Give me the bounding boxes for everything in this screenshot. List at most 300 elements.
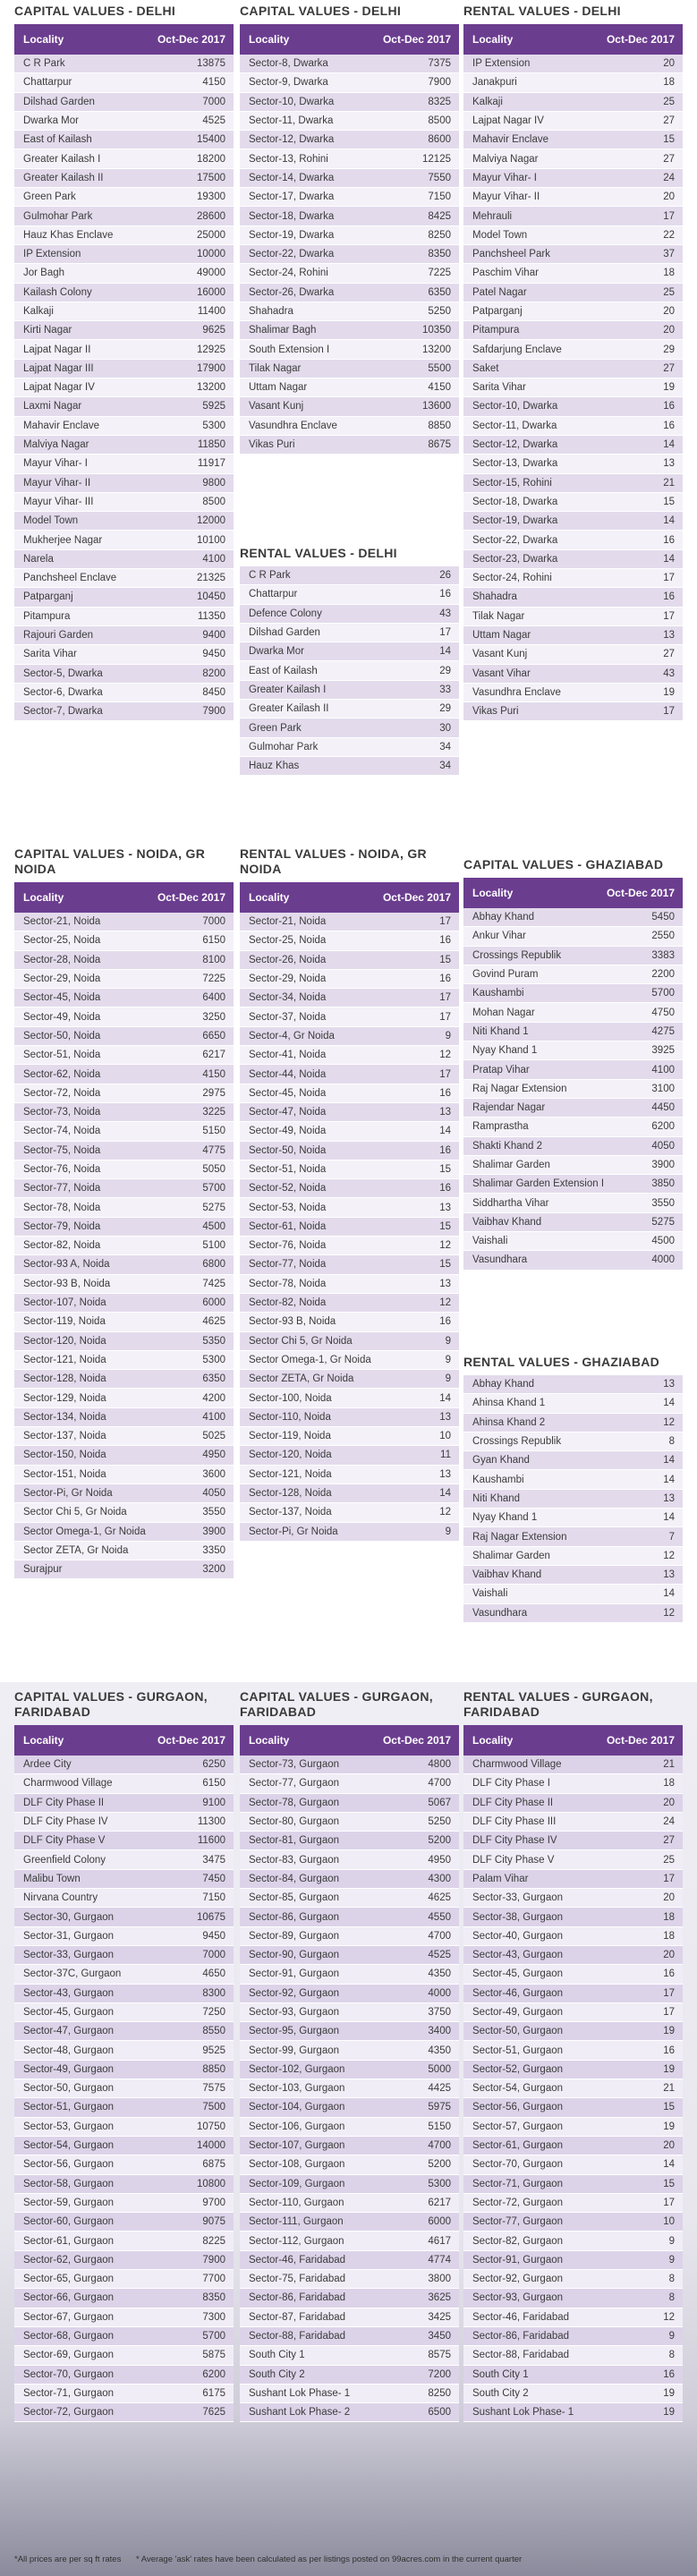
table-row (463, 512, 683, 531)
table-row (240, 169, 459, 188)
value-cell: 8250 (428, 2387, 451, 2399)
value-cell: 18 (663, 1911, 675, 1923)
locality-cell: Green Park (23, 191, 76, 203)
locality-cell: Sector-61, Gurgaon (472, 2140, 564, 2152)
capital-values-delhi-1 (14, 4, 234, 721)
table-row (14, 245, 234, 264)
locality-cell: Sector-79, Noida (23, 1220, 101, 1232)
value-cell: 24 (663, 1816, 675, 1828)
locality-cell: Sector ZETA, Gr Noida (23, 1544, 129, 1556)
table-row (463, 1965, 683, 1984)
locality-cell: Mayur Vihar- III (23, 496, 94, 507)
locality-cell: Sector-121, Noida (249, 1468, 332, 1480)
value-cell: 8575 (428, 2350, 451, 2361)
table-row (463, 645, 683, 664)
value-cell: 14 (663, 515, 675, 527)
locality-cell: Sector-128, Noida (249, 1488, 332, 1500)
locality-cell: Sector-77, Gurgaon (249, 1778, 340, 1790)
footnote (14, 2555, 534, 2564)
value-cell: 14 (663, 1588, 675, 1600)
table-row (240, 284, 459, 302)
locality-cell: Sector-14, Dwarka (249, 172, 335, 183)
value-cell: 16 (663, 401, 675, 412)
value-cell: 10450 (197, 591, 225, 603)
table-row (14, 2079, 234, 2098)
locality-cell: Vasundhara (472, 1607, 528, 1619)
value-cell: 27 (663, 1835, 675, 1847)
value-cell: 5300 (202, 420, 225, 431)
table-row (240, 2118, 459, 2137)
locality-cell: DLF City Phase II (23, 1797, 105, 1808)
value-cell: 20 (663, 1892, 675, 1904)
table-title: CAPITAL VALUES - GURGAON, FARIDABAD (240, 1689, 433, 1719)
table-row (463, 2366, 683, 2385)
value-cell: 14 (439, 1392, 451, 1404)
value-cell: 10750 (197, 2121, 225, 2132)
value-cell: 13200 (422, 344, 451, 355)
value-cell: 20 (663, 58, 675, 70)
locality-cell: Dilshad Garden (23, 96, 95, 107)
value-cell: 4150 (202, 1068, 225, 1080)
locality-cell: Sector-17, Dwarka (249, 191, 335, 203)
value-cell: 8250 (428, 229, 451, 241)
table-body (463, 55, 683, 721)
table-row (463, 188, 683, 207)
value-cell: 3800 (428, 2274, 451, 2285)
table-row (14, 2308, 234, 2327)
value-cell: 34 (439, 761, 451, 772)
locality-cell: Sector-5, Dwarka (23, 667, 103, 679)
locality-cell: Sector Chi 5, Gr Noida (23, 1507, 127, 1518)
table-row (14, 1794, 234, 1813)
value-cell: 27 (663, 649, 675, 660)
table-row (14, 970, 234, 989)
value-cell: 2975 (202, 1087, 225, 1099)
table-row (240, 2041, 459, 2060)
value-cell: 10 (663, 2216, 675, 2228)
locality-cell: Siddhartha Vihar (472, 1197, 549, 1209)
value-cell: 27 (663, 362, 675, 374)
locality-cell: South City 1 (249, 2350, 305, 2361)
value-cell: 7225 (428, 268, 451, 279)
locality-cell: Pitampura (472, 325, 520, 336)
table-row (14, 2118, 234, 2137)
value-cell: 3350 (202, 1544, 225, 1556)
locality-cell: Safdarjung Enclave (472, 344, 562, 355)
value-cell: 19 (663, 2407, 675, 2419)
locality-cell: Sector-65, Gurgaon (23, 2274, 115, 2285)
table-row (14, 1446, 234, 1465)
value-cell: 7150 (428, 191, 451, 203)
locality-cell: Sector-41, Noida (249, 1050, 327, 1061)
table-row (240, 2289, 459, 2308)
table-row (463, 2194, 683, 2213)
locality-cell: Sector-46, Gurgaon (472, 1987, 564, 1999)
value-cell: 10 (439, 1431, 451, 1442)
locality-cell: Defence Colony (249, 608, 322, 619)
value-cell: 19 (663, 382, 675, 394)
locality-cell: Sector-134, Noida (23, 1411, 106, 1423)
table-row (463, 1080, 683, 1099)
locality-cell: Malibu Town (23, 1873, 81, 1884)
locality-cell: Sector-38, Gurgaon (472, 1911, 564, 1923)
table-row (240, 931, 459, 950)
table-row (463, 207, 683, 225)
table-row (14, 1466, 234, 1484)
table-row (463, 1566, 683, 1585)
value-cell: 4525 (428, 1950, 451, 1961)
value-cell: 27 (663, 115, 675, 127)
value-cell: 8850 (428, 420, 451, 431)
table-row (463, 569, 683, 588)
table-row (14, 321, 234, 340)
locality-cell: Sector-71, Gurgaon (472, 2178, 564, 2189)
locality-cell: Sector-72, Gurgaon (23, 2407, 115, 2419)
locality-cell: Paschim Vihar (472, 268, 539, 279)
locality-cell: Mukherjee Nagar (23, 534, 103, 546)
locality-cell: Mahavir Enclave (23, 420, 100, 431)
locality-cell: Sector-50, Noida (249, 1144, 327, 1156)
locality-cell: Kirti Nagar (23, 325, 72, 336)
value-cell: 17900 (197, 362, 225, 374)
value-cell: 15 (439, 1259, 451, 1271)
table-row (240, 913, 459, 931)
period-header: Oct-Dec 2017 (382, 891, 451, 904)
value-cell: 17 (663, 2007, 675, 2018)
locality-cell: Sector-11, Dwarka (249, 115, 334, 127)
value-cell: 7575 (202, 2083, 225, 2095)
locality-cell: Vasant Kunj (472, 649, 528, 660)
value-cell: 4100 (202, 1411, 225, 1423)
table-row (240, 1065, 459, 1084)
table-row (14, 417, 234, 436)
table-row (463, 245, 683, 264)
table-row (463, 226, 683, 245)
locality-cell: Raj Nagar Extension (472, 1531, 567, 1543)
table-row (240, 661, 459, 680)
value-cell: 4000 (428, 1987, 451, 1999)
locality-cell: Vikas Puri (249, 439, 295, 451)
price-table (463, 1375, 683, 1623)
locality-cell: Sector-85, Gurgaon (249, 1892, 340, 1904)
locality-cell: Vaishali (472, 1236, 508, 1247)
rental-values-delhi-3 (463, 4, 683, 721)
value-cell: 4050 (651, 1140, 675, 1152)
value-cell: 7900 (202, 2254, 225, 2266)
locality-cell: Sector-107, Gurgaon (249, 2140, 345, 2152)
locality-cell: East of Kailash (23, 134, 92, 146)
value-cell: 14000 (197, 2140, 225, 2152)
table-row (240, 321, 459, 340)
locality-cell: Greater Kailash II (23, 172, 104, 183)
table-row (14, 73, 234, 92)
locality-cell: Sector-93 B, Noida (249, 1316, 336, 1328)
locality-cell: Ankur Vihar (472, 931, 526, 942)
value-cell: 5025 (202, 1431, 225, 1442)
value-cell: 19 (663, 686, 675, 698)
table-row (463, 73, 683, 92)
value-cell: 13 (439, 1107, 451, 1118)
table-row (14, 2289, 234, 2308)
value-cell: 8425 (428, 210, 451, 222)
table-body (14, 1756, 234, 2422)
value-cell: 49000 (197, 268, 225, 279)
table-row (14, 1103, 234, 1122)
locality-cell: Sector-67, Gurgaon (23, 2311, 115, 2323)
value-cell: 12125 (422, 153, 451, 165)
table-row (14, 360, 234, 378)
value-cell: 6400 (202, 992, 225, 1004)
locality-cell: Sector-75, Noida (23, 1144, 101, 1156)
value-cell: 5450 (651, 912, 675, 923)
value-cell: 18200 (197, 153, 225, 165)
value-cell: 4625 (202, 1316, 225, 1328)
value-cell: 10000 (197, 249, 225, 260)
locality-cell: Ahinsa Khand 2 (472, 1416, 546, 1428)
value-cell: 13 (663, 1569, 675, 1581)
locality-cell: Sector-47, Noida (249, 1107, 327, 1118)
value-cell: 4100 (651, 1064, 675, 1075)
value-cell: 4800 (428, 1759, 451, 1771)
value-cell: 3900 (651, 1160, 675, 1170)
value-cell: 6175 (202, 2387, 225, 2399)
value-cell: 13 (439, 1278, 451, 1289)
locality-cell: Sector-Pi, Gr Noida (249, 1526, 338, 1537)
value-cell: 7150 (202, 1892, 225, 1904)
table-row (463, 665, 683, 684)
locality-cell: Kalkaji (472, 96, 503, 107)
value-cell: 6200 (651, 1121, 675, 1133)
table-row (14, 684, 234, 702)
locality-cell: Sector-54, Gurgaon (23, 2140, 115, 2152)
value-cell: 16 (663, 534, 675, 546)
locality-cell: Sector-137, Noida (23, 1431, 106, 1442)
table-row (240, 149, 459, 168)
table-row (14, 588, 234, 607)
table-row (463, 2270, 683, 2289)
table-row (463, 2155, 683, 2174)
table-row (463, 2098, 683, 2117)
value-cell: 9450 (202, 1930, 225, 1942)
value-cell: 16 (663, 1968, 675, 1980)
table-row (14, 1850, 234, 1869)
locality-cell: South City 1 (472, 2368, 529, 2380)
locality-cell: Nyay Khand 1 (472, 1045, 538, 1057)
locality-cell: Malviya Nagar (23, 439, 89, 451)
value-cell: 6500 (428, 2407, 451, 2419)
table-row (240, 1965, 459, 1984)
value-cell: 3550 (202, 1507, 225, 1518)
locality-cell: Dilshad Garden (249, 627, 320, 639)
locality-cell: Pitampura (23, 610, 71, 622)
value-cell: 13600 (422, 401, 451, 412)
value-cell: 3600 (202, 1468, 225, 1480)
value-cell: 3200 (202, 1564, 225, 1576)
value-cell: 3400 (428, 2026, 451, 2037)
capital-values-delhi-2 (240, 4, 459, 455)
locality-cell: South City 2 (249, 2368, 305, 2380)
locality-cell: Sector-24, Rohini (249, 268, 328, 279)
table-row (463, 984, 683, 1003)
price-table (240, 882, 459, 1542)
table-row (463, 2079, 683, 2098)
value-cell: 16 (663, 2368, 675, 2380)
value-cell: 8 (668, 2350, 675, 2361)
table-header (240, 24, 459, 55)
value-cell: 4950 (202, 1450, 225, 1461)
locality-cell: Sector-19, Dwarka (472, 515, 558, 527)
value-cell: 5275 (202, 1202, 225, 1213)
value-cell: 6150 (202, 935, 225, 947)
table-row (463, 1908, 683, 1926)
value-cell: 3383 (651, 949, 675, 961)
price-table (14, 882, 234, 1579)
locality-cell: Sector-37C, Gurgaon (23, 1968, 122, 1980)
locality-cell: Sarita Vihar (23, 649, 77, 660)
value-cell: 4275 (651, 1025, 675, 1037)
locality-cell: Nirvana Country (23, 1892, 98, 1904)
table-row (463, 2213, 683, 2232)
table-row (14, 226, 234, 245)
value-cell: 17 (439, 1011, 451, 1023)
table-row (463, 2061, 683, 2079)
value-cell: 12 (439, 1240, 451, 1252)
value-cell: 16 (439, 589, 451, 600)
locality-cell: Sector-29, Noida (23, 973, 101, 985)
table-header (14, 1725, 234, 1756)
locality-cell: Laxmi Nagar (23, 401, 82, 412)
value-cell: 13200 (197, 382, 225, 394)
value-cell: 5925 (202, 401, 225, 412)
table-row (240, 1774, 459, 1793)
value-cell: 12 (663, 1607, 675, 1619)
value-cell: 11917 (197, 458, 225, 470)
value-cell: 5150 (428, 2121, 451, 2132)
value-cell: 9075 (202, 2216, 225, 2228)
table-row (463, 474, 683, 493)
table-row (240, 73, 459, 92)
table-body (240, 566, 459, 776)
table-row (14, 1332, 234, 1351)
locality-cell: Sector-129, Noida (23, 1392, 106, 1404)
locality-cell: Greater Kailash II (249, 703, 329, 715)
value-cell: 5700 (202, 2331, 225, 2342)
table-row (463, 908, 683, 927)
value-cell: 16 (439, 1144, 451, 1156)
table-row (14, 474, 234, 493)
value-cell: 4625 (428, 1892, 451, 1904)
value-cell: 4525 (202, 115, 225, 127)
table-row (240, 1850, 459, 1869)
locality-cell: Mayur Vihar- I (23, 458, 89, 470)
table-row (14, 1389, 234, 1407)
locality-cell: Kalkaji (23, 306, 54, 317)
table-row (240, 360, 459, 378)
gurgaon-faridabad-section (0, 1682, 697, 2576)
locality-cell: Sector-112, Gurgaon (249, 2235, 344, 2247)
value-cell: 2550 (651, 931, 675, 942)
value-cell: 18 (663, 1778, 675, 1790)
value-cell: 16 (439, 973, 451, 985)
table-row (463, 1774, 683, 1793)
capital-values-gurgaon-2 (240, 1689, 459, 2422)
table-row (14, 2385, 234, 2403)
value-cell: 17 (439, 1068, 451, 1080)
locality-cell: Gulmohar Park (23, 210, 93, 222)
table-row (240, 1122, 459, 1141)
locality-cell: Sector-91, Gurgaon (249, 1968, 340, 1980)
locality-cell: Sushant Lok Phase- 1 (472, 2407, 574, 2419)
table-row (14, 1870, 234, 1889)
table-row (240, 2385, 459, 2403)
table-row (14, 2003, 234, 2022)
table-row (240, 264, 459, 283)
value-cell: 11350 (197, 610, 225, 622)
table-row (240, 642, 459, 661)
locality-cell: Sector-40, Gurgaon (472, 1930, 564, 1942)
locality-cell: Sector-108, Gurgaon (249, 2159, 345, 2171)
table-row (463, 1451, 683, 1470)
table-header (240, 1725, 459, 1756)
locality-header: Locality (249, 33, 290, 46)
table-row (14, 2041, 234, 2060)
table-row (463, 2137, 683, 2155)
table-row (14, 302, 234, 321)
locality-cell: Uttam Nagar (472, 630, 531, 642)
table-row (240, 605, 459, 624)
table-row (463, 55, 683, 73)
locality-cell: Sector-92, Gurgaon (472, 2274, 564, 2285)
value-cell: 13 (439, 1411, 451, 1423)
locality-cell: Sector-7, Dwarka (23, 706, 103, 718)
value-cell: 17 (663, 706, 675, 718)
table-row (463, 2118, 683, 2137)
value-cell: 37 (663, 249, 675, 260)
value-cell: 17 (663, 1987, 675, 1999)
locality-cell: Panchsheel Enclave (23, 573, 117, 584)
table-row (14, 2175, 234, 2194)
locality-cell: Sector-90, Gurgaon (249, 1950, 340, 1961)
value-cell: 8200 (202, 667, 225, 679)
period-header: Oct-Dec 2017 (606, 33, 675, 46)
table-row (463, 550, 683, 569)
table-row (463, 1547, 683, 1566)
value-cell: 5100 (202, 1240, 225, 1252)
locality-cell: Charmwood Village (23, 1778, 113, 1790)
table-row (463, 2385, 683, 2403)
value-cell: 8350 (202, 2292, 225, 2304)
locality-cell: Sector-8, Dwarka (249, 58, 328, 70)
locality-cell: Abhay Khand (472, 912, 535, 923)
table-row (240, 970, 459, 989)
value-cell: 5250 (428, 306, 451, 317)
table-row (14, 2098, 234, 2117)
table-row (463, 1251, 683, 1270)
locality-cell: Sector-82, Gurgaon (472, 2235, 564, 2247)
value-cell: 3750 (428, 2007, 451, 2018)
table-row (14, 951, 234, 970)
table-row (14, 1908, 234, 1926)
value-cell: 13 (663, 630, 675, 642)
locality-cell: Patparganj (23, 591, 73, 603)
value-cell: 25 (663, 1854, 675, 1866)
value-cell: 6875 (202, 2159, 225, 2171)
table-row (240, 1084, 459, 1103)
value-cell: 4000 (651, 1254, 675, 1266)
value-cell: 5000 (428, 2063, 451, 2075)
locality-cell: Lajpat Nagar III (23, 362, 94, 374)
capital-values-noida (14, 846, 234, 1579)
